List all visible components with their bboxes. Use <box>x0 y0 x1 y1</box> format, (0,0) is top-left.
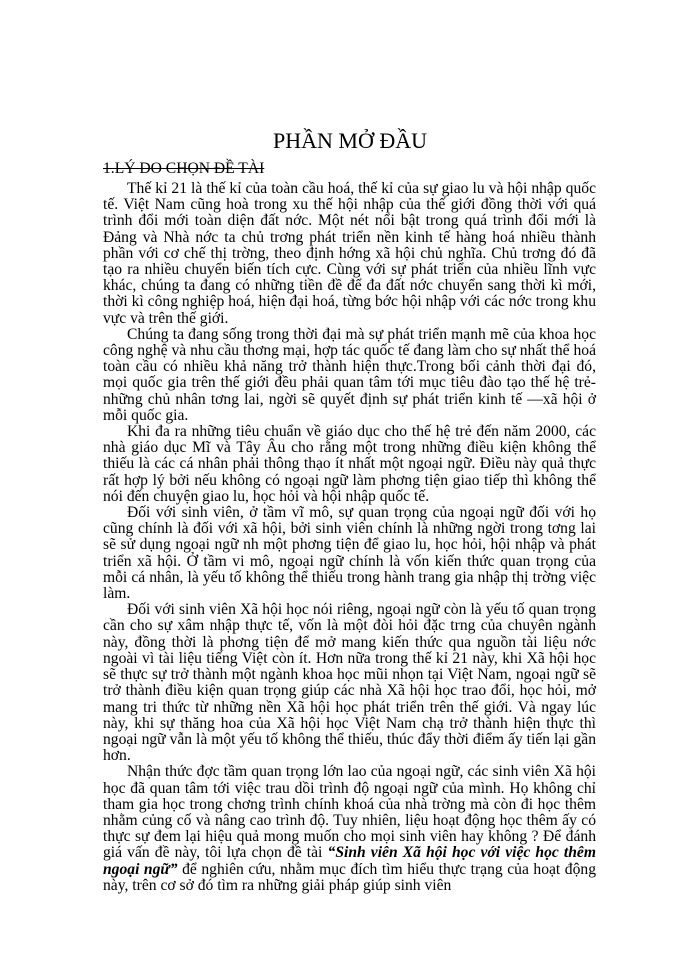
section-heading: 1.LÝ DO CHỌN ĐỀ TÀI <box>103 160 265 177</box>
paragraph: Đối với sinh viên, ở tầm vĩ mô, sự quan trọng của ngoại ngữ đối với họ cũng chính là đối với xã hội, bởi sinh viên chính là những ngời trong tơng lai sẽ sử dụng ngoại ngữ nh một phơng tiện để giao lu, học hỏi, hội nhập và phát triển xã hội. Ở tầm vi mô, ngoại ngữ chính là vốn kiến thức quan trọng của mỗi cá nhân, là yếu tố không thể thiếu trong hành trang gia nhập thị trờng việc làm. <box>103 504 596 603</box>
page-title: PHẦN MỞ ĐẦU <box>272 128 427 153</box>
paragraph: Khi đa ra những tiêu chuẩn về giáo dục cho thế hệ trẻ đến năm 2000, các nhà giáo dục Mĩ và Tây Âu cho rằng một trong những điều kiện không thể thiếu là các cá nhân phải thông thạo ít nhất một ngoại ngữ. Điều này quả thực rất hợp lý bởi nếu không có ngoại ngữ làm phơng tiện giao tiếp thì không thể nói đến chuyện giao lu, học hỏi và hội nhập quốc tế. <box>103 423 596 505</box>
paragraph: Chúng ta đang sống trong thời đại mà sự phát triển mạnh mẽ của khoa học công nghệ và nhu cầu thơng mại, hợp tác quốc tế đang làm cho sự nhất thể hoá toàn cầu có nhiều khả năng trở thành hiện thực.Trong bối cảnh thời đại đó, mọi quốc gia trên thế giới đều phải quan tâm tới mục tiêu đào tạo thế hệ trẻ-những chủ nhân tơng lai, ngời sẽ quyết định sự phát triển kinh tế —xã hội ở mỗi quốc gia. <box>103 325 596 424</box>
document-body <box>103 181 596 894</box>
paragraph: Đối với sinh viên Xã hội học nói riêng, ngoại ngữ còn là yếu tố quan trọng cần cho sự xâm nhập thực tế, vốn là một đòi hỏi đặc trng của chuyên ngành này, đồng thời là phơng tiện để mở mang kiến thức qua nguồn tài liệu nớc ngoài vì tài liệu tiếng Việt còn ít. Hơn nữa trong thế kỉ 21 này, khi Xã hội học sẽ thực sự trở thành một ngành khoa học mũi nhọn tại Việt Nam, ngoại ngữ sẽ trở thành điều kiện quan trọng giúp các nhà Xã hội học trao đổi, học hỏi, mở mang tri thức từ những nền Xã hội học phát triển trên thế giới. Và ngay lúc này, khi sự thăng hoa của Xã hội học Việt Nam chạ trở thành hiện thực thì ngoại ngữ vẫn là một yếu tố không thể thiếu, thúc đẩy thời điểm ấy tiến lại gần hơn. <box>103 601 596 765</box>
paragraph-text-tail: để nghiên cứu, nhằm mục đích tìm hiểu thực trạng của hoạt động này, trên cơ sở đó tìm ra những giải pháp giúp sinh viên <box>103 860 596 894</box>
thesis-title: “Sinh viên Xã hội học với việc học thêm ngoại ngữ” <box>103 844 596 878</box>
paragraph-last <box>103 764 596 894</box>
paragraph: Thế kỉ 21 là thế kỉ của toàn cầu hoá, thế kỉ của sự giao lu và hội nhập quốc tế. Việt Nam cũng hoà trong xu thế hội nhập của thế giới đồng thời với quá trình đổi mới toàn diện đất nớc. Một nét nổi bật trong quá trình đổi mới là Đảng và Nhà nớc ta chủ trơng phát triển nền kinh tế hàng hoá nhiều thành phần với cơ chế thị trờng, theo định hớng xã hội chủ nghĩa. Chủ trơng đó đã tạo ra nhiều chuyển biến tích cực. Cùng với sự phát triển của nhiều lĩnh vực khác, chúng ta đang có những tiền đề để đa đất nớc chuyển sang thời kì mới, thời kì công nghiệp hoá, hiện đại hoá, từng bớc hội nhập với các nớc trong khu vực và trên thế giới. <box>103 180 596 327</box>
paragraph-text: Nhận thức đợc tầm quan trọng lớn lao của ngoại ngữ, các sinh viên Xã hội học đã quan tâm tới việc trau dồi trình độ ngoại ngữ của mình. Họ không chỉ tham gia học trong chơng trình chính khoá của nhà trờng mà còn đi học thêm nhằm củng cố và nâng cao trình độ. Tuy nhiên, liệu hoạt động học thêm ấy có thực sự đem lại hiệu quả mong muốn cho mọi sinh viên hay không ? Để đánh giá vấn đề này, tôi lựa chọn đề tài <box>103 763 596 862</box>
